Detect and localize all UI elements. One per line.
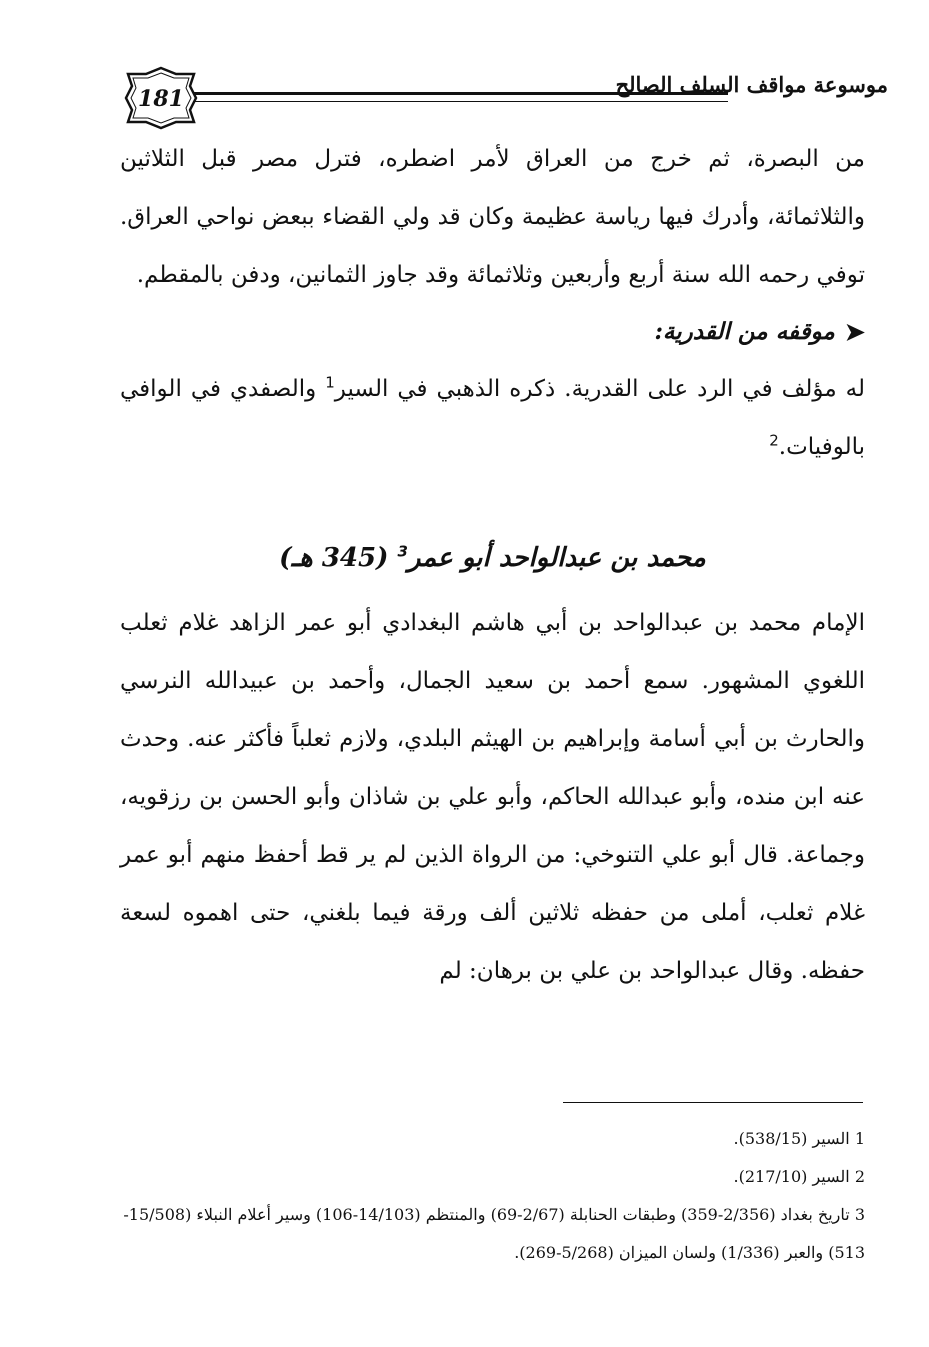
- paragraph-2-text-a: له مؤلف في الرد على القدرية. ذكره الذهبي في السير: [334, 376, 866, 402]
- paragraph-1: من البصرة، ثم خرج من العراق لأمر اضطره، فترل مصر قبل الثلاثين والثلاثمائة، وأدرك فيها رياسة عظيمة وكان قد ولي القضاء ببعض نواحي العراق. توفي رحمه الله سنة أربع وأربعين وثلاثمائة وقد جاوز الثمانين، ودفن بالمقطم.: [120, 146, 865, 288]
- footnotes: [118, 1120, 865, 1272]
- series-title: موسوعة مواقف السلف الصالح: [615, 72, 888, 97]
- arrow-bullet-icon: ➤: [844, 317, 865, 346]
- biography-year: (345 هـ): [279, 543, 398, 573]
- biography-name: محمد بن عبدالواحد أبو عمر: [407, 543, 706, 573]
- footnote-ref-2[interactable]: 2: [769, 431, 779, 450]
- biography-heading: [120, 528, 865, 588]
- main-text: [120, 130, 865, 1000]
- footnote-separator: [563, 1102, 863, 1103]
- page-number: 181: [138, 86, 184, 112]
- paragraph-3: الإمام محمد بن عبدالواحد بن أبي هاشم البغدادي أبو عمر الزاهد غلام ثعلب اللغوي المشهور. سمع أحمد بن سعيد الجمال، وأحمد بن عبيدالله النرسي والحارث بن أبي أسامة وإبراهيم بن الهيثم البلدي، ولازم ثعلباً فأكثر عنه. وحدث عنه ابن منده، وأبو عبدالله الحاكم، وأبو علي بن شاذان وأبو الحسن بن رزقويه، وجماعة. قال أبو علي التنوخي: من الرواة الذين لم ير قط أحفظ منهم أبو عمر غلام ثعلب، أملى من حفظه ثلاثين ألف ورقة فيما بلغني، حتى اهموه لسعة حفظه. وقال عبدالواحد بن علي بن برهان: لم: [120, 610, 865, 984]
- footnote-3: 3 تاريخ بغداد (2/356-359) وطبقات الحنابلة (2/67-69) والمنتظم (14/103-106) وسير أعلام النبلاء (15/508-513) والعبر (1/336) ولسان الميزان (5/268-269).: [123, 1205, 865, 1262]
- paragraph-2-text-b: والصفدي في الوافي بالوفيات.: [120, 376, 865, 460]
- footnote-2: 2 السير (217/10).: [733, 1167, 865, 1186]
- page-number-badge: [124, 66, 198, 130]
- page-header: [118, 58, 888, 138]
- paragraph-2: [120, 360, 865, 476]
- section-heading-text: موقفه من القدرية:: [654, 318, 835, 345]
- footnote-ref-1[interactable]: 1: [325, 373, 335, 392]
- section-heading: [120, 304, 865, 360]
- footnote-ref-3[interactable]: 3: [397, 542, 408, 561]
- footnote-1: 1 السير (538/15).: [733, 1129, 865, 1148]
